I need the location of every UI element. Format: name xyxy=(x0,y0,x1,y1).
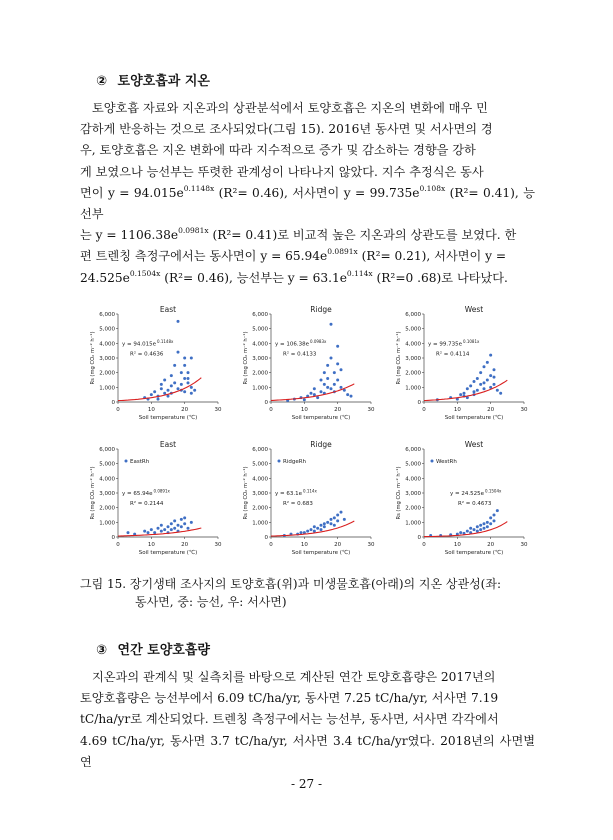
x-tick-label: 30 xyxy=(367,407,375,413)
data-point xyxy=(157,527,160,530)
data-point xyxy=(486,379,489,382)
x-axis-label: Soil temperature (℃) xyxy=(444,550,504,556)
data-point xyxy=(323,383,326,386)
data-point xyxy=(330,357,333,360)
y-tick-label: 1,000 xyxy=(252,520,268,527)
paragraph-annual-respiration: 지온과의 관계식 및 실측치를 바탕으로 계산된 연간 토양호흡량은 2017년의 토양호흡량은 능선부에서 6.09 tC/ha/yr, 동사면 7.25 tC/ha/yr, 서사면 7.19 tC/ha/yr로 계산되었다. 트렌칭 측정구에서는 능선부, 동사면, 서사면 각각에서 4.69 tC/ha/yr, 동사면 3.7 tC/ha/yr, 서사면 3.4 tC/ha/yr였다. 2018년의 사면별 연 xyxy=(80,670,535,769)
x-tick-label: 30 xyxy=(520,407,528,413)
y-axis-label: Rs (mg CO₂ m⁻² h⁻¹) xyxy=(396,331,402,385)
y-tick-label: 6,000 xyxy=(252,447,268,453)
data-point xyxy=(180,518,183,521)
data-point xyxy=(473,380,476,383)
data-point xyxy=(313,525,316,528)
data-point xyxy=(483,387,486,390)
equation-label: y = 63.1e xyxy=(275,490,302,497)
data-point xyxy=(177,387,180,390)
data-point xyxy=(320,390,323,393)
data-point xyxy=(170,522,173,525)
data-point xyxy=(323,371,326,374)
data-point xyxy=(479,371,482,374)
panel-ridge-rs xyxy=(243,305,375,421)
data-point xyxy=(473,528,476,531)
r-squared-label: R² = 0.4133 xyxy=(283,351,317,358)
x-tick-label: 0 xyxy=(116,407,120,413)
x-axis-label: Soil temperature (℃) xyxy=(291,415,351,421)
data-point xyxy=(303,398,306,401)
x-tick-label: 20 xyxy=(334,542,342,548)
x-tick-label: 0 xyxy=(422,542,426,548)
equation-label: y = 106.38e xyxy=(275,341,309,348)
y-tick-label: 5,000 xyxy=(405,326,421,333)
data-point xyxy=(300,531,303,534)
y-axis-label: Rs (mg CO₂ m⁻² h⁻¹) xyxy=(90,331,96,385)
data-point xyxy=(333,383,336,386)
data-point xyxy=(193,389,196,392)
data-point xyxy=(499,392,502,395)
data-point xyxy=(333,516,336,519)
legend-label: EastRh xyxy=(130,459,150,465)
y-tick-label: 2,000 xyxy=(252,370,268,377)
data-point xyxy=(183,357,186,360)
equation-exponent: 0.0983x xyxy=(310,339,327,345)
data-point xyxy=(177,351,180,354)
data-point xyxy=(167,525,170,528)
y-tick-label: 3,000 xyxy=(252,491,268,497)
data-point xyxy=(336,362,339,365)
x-axis-label: Soil temperature (℃) xyxy=(291,550,351,556)
r-squared-label: R² = 0.4673 xyxy=(458,500,492,507)
panel-east-rh xyxy=(90,440,222,556)
y-tick-label: 3,000 xyxy=(99,491,115,497)
data-point xyxy=(180,525,183,528)
data-point xyxy=(330,387,333,390)
data-point xyxy=(173,519,176,522)
data-point xyxy=(183,364,186,367)
data-point xyxy=(336,519,339,522)
data-point xyxy=(313,387,316,390)
y-tick-label: 2,000 xyxy=(252,505,268,512)
equation-label: y = 24.525e xyxy=(450,490,484,497)
data-point xyxy=(127,531,130,534)
y-tick-label: 3,000 xyxy=(252,356,268,362)
y-tick-label: 2,000 xyxy=(405,370,421,377)
data-point xyxy=(483,381,486,384)
data-point xyxy=(190,392,193,395)
data-point xyxy=(143,530,146,533)
x-tick-label: 20 xyxy=(181,407,189,413)
data-point xyxy=(476,377,479,380)
data-point xyxy=(183,516,186,519)
data-point xyxy=(153,531,156,534)
data-point xyxy=(479,524,482,527)
data-point xyxy=(479,383,482,386)
data-point xyxy=(489,516,492,519)
y-tick-label: 5,000 xyxy=(252,461,268,468)
x-axis-label: Soil temperature (℃) xyxy=(138,415,198,421)
x-tick-label: 10 xyxy=(453,542,461,548)
data-point xyxy=(476,525,479,528)
data-point xyxy=(493,368,496,371)
data-point xyxy=(333,524,336,527)
y-tick-label: 3,000 xyxy=(99,356,115,362)
y-tick-label: 6,000 xyxy=(405,312,421,318)
data-point xyxy=(153,390,156,393)
data-point xyxy=(187,377,190,380)
data-point xyxy=(173,381,176,384)
data-point xyxy=(150,393,153,396)
y-axis-label: Rs (mg CO₂ m⁻² h⁻¹) xyxy=(243,466,249,520)
x-axis-label: Soil temperature (℃) xyxy=(138,550,198,556)
data-point xyxy=(316,527,319,530)
paragraph-soil-respiration-temperature: 토양호흡 자료와 지온과의 상관분석에서 토양호흡은 지온의 변화에 매우 민 감하게 반응하는 것으로 조사되었다(그림 15). 2016년 동사면 및 서사면의 경 우, 토양호흡은 지온 변화에 따라 지수적으로 증가 및 감소하는 경향을 강하 게 보였으나 능선부는 뚜렷한 관계성이 나타나지 않았다. 지수 추정식은 동사 면이 $y = 94.015e^{0.1148x}$ (R²= 0.46), 서사면이 $y = 99.735e^{0.108x}$ (R²= 0.41), 능선부 는 $y = 1106.38e^{0.0981x}$ (R²= 0.41)로 비교적 높은 지온과의 상관도를 보였다. 한 편 트렌칭 측정구에서는 동사면이 $y = 65.94e^{0.0891x}$ (R²= 0.21), 서사면이 y = $24.525e^{0.1504x}$ (R²= 0.46), 능선부는 $y = 63.1e^{0.114x}$ (R²=0 .68)로 나타났다. xyxy=(80,101,535,285)
data-point xyxy=(150,528,153,531)
x-tick-label: 30 xyxy=(367,542,375,548)
x-tick-label: 20 xyxy=(181,542,189,548)
data-point xyxy=(333,371,336,374)
data-point xyxy=(483,527,486,530)
data-point xyxy=(160,530,163,533)
data-point xyxy=(167,389,170,392)
data-point xyxy=(326,377,329,380)
data-point xyxy=(323,522,326,525)
data-point xyxy=(463,392,466,395)
data-point xyxy=(483,365,486,368)
x-tick-label: 0 xyxy=(422,407,426,413)
trend-curve xyxy=(424,522,507,537)
y-tick-label: 4,000 xyxy=(99,476,115,483)
data-point xyxy=(469,527,472,530)
x-tick-label: 10 xyxy=(300,407,308,413)
legend-marker xyxy=(278,460,281,463)
y-tick-label: 0 xyxy=(111,535,115,541)
trend-curve xyxy=(271,521,354,536)
data-point xyxy=(476,530,479,533)
r-squared-label: R² = 0.2144 xyxy=(130,500,164,507)
y-tick-label: 0 xyxy=(111,400,115,406)
data-point xyxy=(310,528,313,531)
equation-label: y = 99.735e xyxy=(428,341,462,348)
data-point xyxy=(163,528,166,531)
x-tick-label: 20 xyxy=(487,407,495,413)
data-point xyxy=(496,389,499,392)
data-point xyxy=(493,383,496,386)
data-point xyxy=(187,371,190,374)
y-tick-label: 1,000 xyxy=(99,385,115,392)
panel-west-rs xyxy=(396,305,528,421)
data-point xyxy=(183,377,186,380)
x-tick-label: 10 xyxy=(147,542,155,548)
panel-east-rs xyxy=(90,305,222,421)
y-tick-label: 4,000 xyxy=(252,341,268,348)
data-point xyxy=(320,379,323,382)
data-point xyxy=(180,383,183,386)
legend-label: RidgeRh xyxy=(283,459,307,465)
data-point xyxy=(330,522,333,525)
y-tick-label: 1,000 xyxy=(99,520,115,527)
x-tick-label: 10 xyxy=(453,407,461,413)
data-point xyxy=(336,345,339,348)
data-point xyxy=(187,381,190,384)
equation-label: y = 94.015e xyxy=(122,341,156,348)
data-point xyxy=(493,519,496,522)
data-point xyxy=(160,387,163,390)
equation-label: y = 65.94e xyxy=(122,490,153,497)
y-tick-label: 6,000 xyxy=(405,447,421,453)
y-axis-label: Rs (mg CO₂ m⁻² h⁻¹) xyxy=(396,466,402,520)
equation-exponent: 0.114x xyxy=(303,488,317,494)
data-point xyxy=(340,386,343,389)
r-squared-label: R² = 0.4636 xyxy=(130,351,164,358)
y-tick-label: 0 xyxy=(417,400,421,406)
x-tick-label: 0 xyxy=(269,542,273,548)
data-point xyxy=(489,522,492,525)
page-number: - 27 - xyxy=(290,777,322,791)
panel-title: East xyxy=(159,440,177,449)
data-point xyxy=(170,374,173,377)
panel-title: Ridge xyxy=(310,305,332,314)
legend-label: WestRh xyxy=(436,459,457,465)
data-point xyxy=(316,396,319,399)
data-point xyxy=(469,384,472,387)
data-point xyxy=(343,518,346,521)
y-tick-label: 4,000 xyxy=(405,476,421,483)
data-point xyxy=(326,364,329,367)
x-tick-label: 0 xyxy=(116,542,120,548)
data-point xyxy=(170,384,173,387)
section-2-heading: ② 토양호흡과 지온 xyxy=(96,74,210,89)
y-tick-label: 1,000 xyxy=(405,385,421,392)
y-tick-label: 2,000 xyxy=(99,370,115,377)
r-squared-label: R² = 0.683 xyxy=(283,500,313,507)
x-tick-label: 20 xyxy=(334,407,342,413)
equation-exponent: 0.1081x xyxy=(463,339,480,345)
data-point xyxy=(486,525,489,528)
x-tick-label: 30 xyxy=(520,542,528,548)
data-point xyxy=(163,392,166,395)
data-point xyxy=(190,521,193,524)
y-tick-label: 1,000 xyxy=(252,385,268,392)
trend-curve xyxy=(118,378,201,401)
equation-exponent: 0.1148x xyxy=(157,339,174,345)
data-point xyxy=(183,522,186,525)
data-point xyxy=(489,354,492,357)
x-tick-label: 10 xyxy=(147,407,155,413)
data-point xyxy=(323,525,326,528)
panel-title: Ridge xyxy=(310,440,332,449)
data-point xyxy=(183,390,186,393)
data-point xyxy=(310,392,313,395)
y-tick-label: 6,000 xyxy=(99,447,115,453)
data-point xyxy=(326,521,329,524)
y-tick-label: 3,000 xyxy=(405,356,421,362)
y-tick-label: 0 xyxy=(264,400,268,406)
data-point xyxy=(483,522,486,525)
y-tick-label: 2,000 xyxy=(99,505,115,512)
y-tick-label: 3,000 xyxy=(405,491,421,497)
y-tick-label: 6,000 xyxy=(252,312,268,318)
legend-marker xyxy=(431,460,434,463)
data-point xyxy=(346,393,349,396)
data-point xyxy=(459,393,462,396)
figure-15-scatter-grid xyxy=(80,300,540,565)
data-point xyxy=(486,521,489,524)
data-point xyxy=(336,379,339,382)
y-tick-label: 2,000 xyxy=(405,505,421,512)
figure-caption: 그림 15. 장기생태 조사지의 토양호흡(위)과 미생물호흡(아래)의 지온 상관성(좌: 동사면, 중: 능선, 우: 서사면) xyxy=(80,577,501,609)
data-point xyxy=(320,524,323,527)
data-point xyxy=(170,528,173,531)
y-tick-label: 4,000 xyxy=(99,341,115,348)
data-point xyxy=(459,531,462,534)
x-tick-label: 20 xyxy=(487,542,495,548)
data-point xyxy=(173,527,176,530)
data-point xyxy=(340,368,343,371)
panel-title: East xyxy=(159,305,177,314)
x-tick-label: 0 xyxy=(269,407,273,413)
data-point xyxy=(190,357,193,360)
equation-exponent: 0.0891x xyxy=(153,488,170,494)
section-3-heading: ③ 연간 토양호흡량 xyxy=(96,643,210,658)
y-tick-label: 4,000 xyxy=(252,476,268,483)
x-tick-label: 10 xyxy=(300,542,308,548)
panel-ridge-rh xyxy=(243,440,375,556)
equation-exponent: 0.1504x xyxy=(485,488,502,494)
data-point xyxy=(190,386,193,389)
data-point xyxy=(163,379,166,382)
panel-title: West xyxy=(464,305,484,314)
x-tick-label: 30 xyxy=(214,542,222,548)
y-axis-label: Rs (mg CO₂ m⁻² h⁻¹) xyxy=(243,331,249,385)
data-point xyxy=(147,531,150,534)
r-squared-label: R² = 0.4114 xyxy=(436,351,470,358)
data-point xyxy=(177,524,180,527)
data-point xyxy=(306,530,309,533)
data-point xyxy=(313,530,316,533)
y-tick-label: 5,000 xyxy=(99,461,115,468)
y-axis-label: Rs (mg CO₂ m⁻² h⁻¹) xyxy=(90,466,96,520)
y-tick-label: 1,000 xyxy=(405,520,421,527)
data-point xyxy=(476,389,479,392)
data-point xyxy=(177,320,180,323)
data-point xyxy=(160,524,163,527)
data-point xyxy=(187,527,190,530)
data-point xyxy=(479,528,482,531)
data-point xyxy=(173,364,176,367)
data-point xyxy=(160,383,163,386)
data-point xyxy=(473,390,476,393)
legend-marker xyxy=(125,460,128,463)
y-tick-label: 5,000 xyxy=(405,461,421,468)
data-point xyxy=(320,528,323,531)
y-tick-label: 0 xyxy=(264,535,268,541)
data-point xyxy=(336,514,339,517)
data-point xyxy=(157,398,160,401)
data-point xyxy=(326,386,329,389)
data-point xyxy=(466,530,469,533)
panel-west-rh xyxy=(396,440,528,556)
y-tick-label: 0 xyxy=(417,535,421,541)
data-point xyxy=(340,511,343,514)
data-point xyxy=(180,371,183,374)
data-point xyxy=(493,376,496,379)
x-axis-label: Soil temperature (℃) xyxy=(444,415,504,421)
data-point xyxy=(330,518,333,521)
data-point xyxy=(330,323,333,326)
x-tick-label: 30 xyxy=(214,407,222,413)
y-tick-label: 4,000 xyxy=(405,341,421,348)
data-point xyxy=(350,395,353,398)
panel-title: West xyxy=(464,440,484,449)
data-point xyxy=(489,374,492,377)
y-tick-label: 5,000 xyxy=(252,326,268,333)
y-tick-label: 6,000 xyxy=(99,312,115,318)
data-point xyxy=(466,387,469,390)
data-point xyxy=(493,514,496,517)
data-point xyxy=(496,509,499,512)
y-tick-label: 5,000 xyxy=(99,326,115,333)
data-point xyxy=(486,361,489,364)
